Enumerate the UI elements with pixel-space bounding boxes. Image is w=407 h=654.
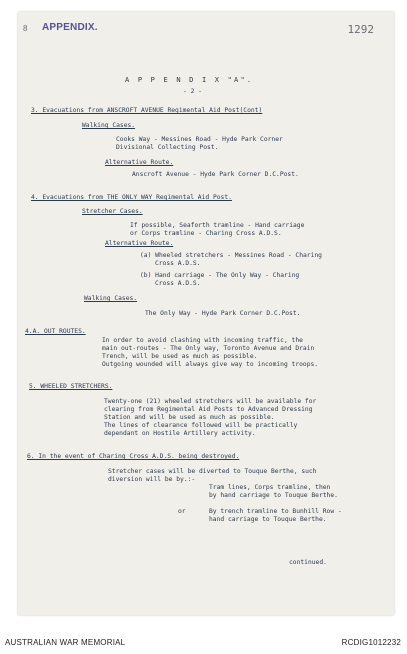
- document-title: A P P E N D I X "A".: [125, 76, 254, 84]
- section-4-alt-a-line-2: Cross A.D.S.: [155, 260, 201, 267]
- section-5-line-4: The lines of clearance followed will be practically: [104, 422, 298, 429]
- section-6-route-1-line-1: Tram lines, Corps tramline, then: [209, 484, 331, 491]
- section-4-stretcher-label: Stretcher Cases.: [82, 208, 143, 215]
- section-3-alt-label: Alternative Route.: [105, 159, 174, 166]
- section-6-heading: 6. In the event of Charing Cross A.D.S. being destroyed.: [27, 453, 240, 460]
- section-4-stretcher-line-2: or Corps tramline - Charing Cross A.D.S.: [130, 230, 282, 237]
- section-5-line-3: Station and will be used as much as possible.: [104, 414, 275, 421]
- section-3-walking-label: Walking Cases.: [82, 122, 136, 129]
- section-4-alt-b-line-2: Cross A.D.S.: [155, 280, 201, 287]
- section-3-walking-line-1: Cooks Way - Messines Road - Hyde Park Corner: [116, 136, 283, 143]
- section-5-line-1: Twenty-one (21) wheeled stretchers will be available for: [104, 398, 317, 405]
- section-6-route-2-line-2: hand carriage to Touque Berthe.: [209, 516, 327, 523]
- section-4a-line-4: Outgoing wounded will always give way to incoming troops.: [102, 361, 319, 368]
- page-marker: - 2 -: [183, 88, 202, 95]
- section-6-line-2: diversion will be by.:-: [108, 476, 196, 483]
- section-6-route-1-line-2: by hand carriage to Touque Berthe.: [209, 492, 338, 499]
- footer-reference: RCDIG1012232: [341, 638, 401, 647]
- section-4-alt-label: Alternative Route.: [105, 240, 174, 247]
- section-4a-heading: 4.A. OUT ROUTES.: [25, 328, 86, 335]
- section-6-or-label: or: [178, 508, 186, 515]
- section-3-walking-line-2: Divisional Collecting Post.: [116, 144, 219, 151]
- section-5-line-2: clearing from Regimental Aid Posts to Advanced Dressing: [104, 406, 313, 413]
- section-4a-line-3: Trench, will be used as much as possible.: [102, 353, 258, 360]
- pencil-mark: 8: [23, 24, 28, 33]
- section-3-heading: 3. Evacuations from ANSCROFT AVENUE Regimental Aid Post(Cont): [31, 107, 263, 114]
- footer-institution: AUSTRALIAN WAR MEMORIAL: [5, 638, 126, 647]
- section-4-alt-a-line-1: (a) Wheeled stretchers - Messines Road - Charing: [140, 252, 322, 259]
- section-5-heading: 5. WHEELED STRETCHERS.: [29, 383, 113, 390]
- section-5-line-5: dependant on Hostile Artillery activity.: [104, 430, 256, 437]
- document-page: [18, 12, 394, 615]
- section-4-stretcher-line-1: If possible, Seaforth tramline - Hand carriage: [130, 222, 305, 229]
- section-3-alt-line: Anscroft Avenue - Hyde Park Corner D.C.Post.: [132, 171, 299, 178]
- section-6-line-1: Stretcher cases will be diverted to Touque Berthe, such: [108, 468, 317, 475]
- section-4-walking-line: The Only Way - Hyde Park Corner D.C.Post.: [145, 310, 301, 317]
- section-4a-line-1: In order to avoid clashing with incoming traffic, the: [102, 337, 303, 344]
- folio-number: 1292: [347, 23, 374, 36]
- section-4-alt-b-line-1: (b) Hand carriage - The Only Way - Charing: [140, 272, 300, 279]
- continued-note: continued.: [289, 559, 327, 566]
- section-4-walking-label: Walking Cases.: [84, 295, 138, 302]
- appendix-stamp: APPENDIX.: [42, 22, 98, 33]
- section-4-heading: 4. Evacuations from THE ONLY WAY Regimental Aid Post.: [31, 194, 232, 201]
- section-6-route-2-line-1: By trench tramline to Bunhill Row -: [209, 508, 342, 515]
- section-4a-line-2: main out-routes - The Only way, Toronto Avenue and Drain: [102, 345, 315, 352]
